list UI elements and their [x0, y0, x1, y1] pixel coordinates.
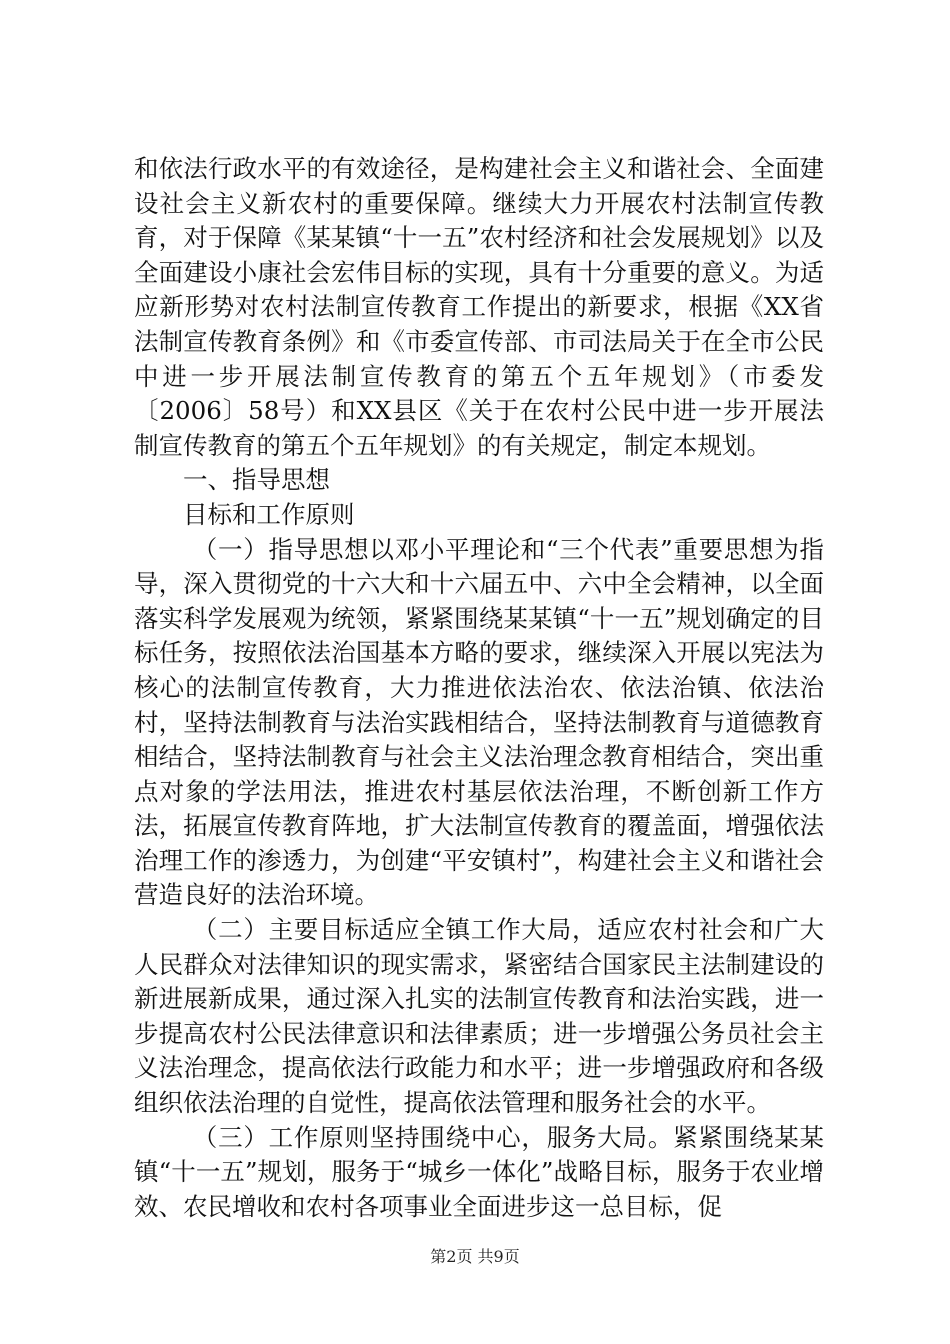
page-number-footer: 第2页 共9页: [430, 1247, 520, 1266]
document-body: [134, 152, 824, 1224]
section-heading-guiding-ideology: 一、指导思想: [183, 465, 330, 495]
section-subheading-goals-principles: 目标和工作原则: [183, 499, 355, 529]
paragraph-guiding-ideology: （一）指导思想以邓小平理论和“三个代表”重要思想为指导，深入贯彻党的十六大和十六届五中、六中全会精神，以全面落实科学发展观为统领，紧紧围绕某某镇“十一五”规划确定的目标任务，按照依法治国基本方略的要求，继续深入开展以宪法为核心的法制宣传教育，大力推进依法治农、依法治镇、依法治村，坚持法制教育与法治实践相结合，坚持法制教育与道德教育相结合，坚持法制教育与社会主义法治理念教育相结合，突出重点对象的学法用法，推进农村基层依法治理，不断创新工作方法，拓展宣传教育阵地，扩大法制宣传教育的覆盖面，增强依法治理工作的渗透力，为创建“平安镇村”，构建社会主义和谐社会营造良好的法治环境。: [134, 534, 824, 910]
paragraph-intro-continuation: 和依法行政水平的有效途径，是构建社会主义和谐社会、全面建设社会主义新农村的重要保障。继续大力开展农村法制宣传教育，对于保障《某某镇“十一五”农村经济和社会发展规划》以及全面建设小康社会宏伟目标的实现，具有十分重要的意义。为适应新形势对农村法制宣传教育工作提出的新要求，根据《XX省法制宣传教育条例》和《市委宣传部、市司法局关于在全市公民中进一步开展法制宣传教育的第五个五年规划》（市委发〔2006〕58号）和XX县区《关于在农村公民中进一步开展法制宣传教育的第五个五年规划》的有关规定，制定本规划。: [134, 154, 824, 460]
paragraph-work-principles: （三）工作原则坚持围绕中心，服务大局。紧紧围绕某某镇“十一五”规划，服务于“城乡一体化”战略目标，服务于农业增效、农民增收和农村各项事业全面进步这一总目标，促: [134, 1122, 824, 1221]
paragraph-main-goals: （二）主要目标适应全镇工作大局，适应农村社会和广大人民群众对法律知识的现实需求，紧密结合国家民主法制建设的新进展新成果，通过深入扎实的法制宣传教育和法治实践，进一步提高农村公民法律意识和法律素质；进一步增强公务员社会主义法治理念，提高依法行政能力和水平；进一步增强政府和各级组织依法治理的自觉性，提高依法管理和服务社会的水平。: [134, 915, 824, 1118]
